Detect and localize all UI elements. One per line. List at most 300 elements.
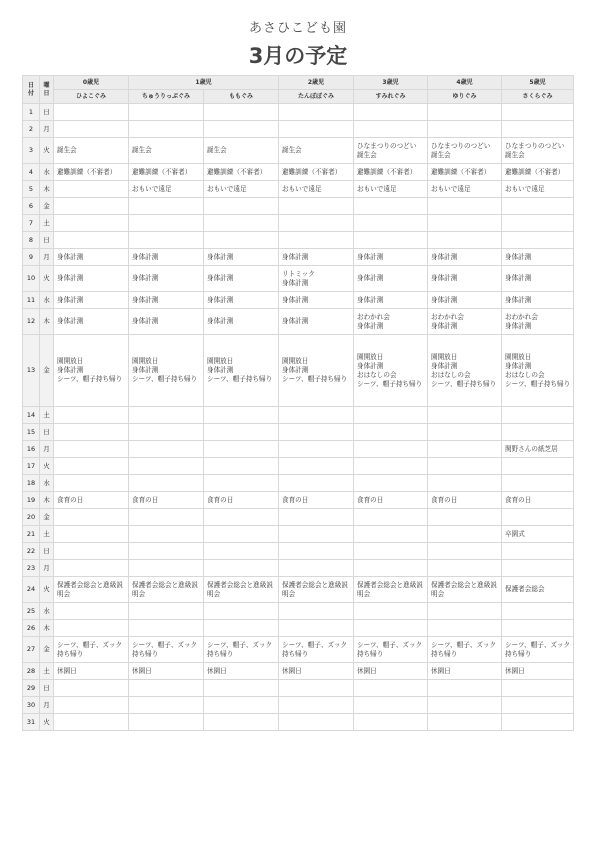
event-cell: 保護者会総会と進級説明会 — [279, 577, 354, 603]
event-cell — [129, 680, 204, 697]
weekday-cell: 月 — [40, 697, 54, 714]
weekday-cell: 火 — [40, 458, 54, 475]
event-cell — [204, 680, 279, 697]
event-cell: 関野さんの紙芝居 — [502, 441, 574, 458]
weekday-cell: 土 — [40, 526, 54, 543]
event-cell — [502, 215, 574, 232]
weekday-cell: 金 — [40, 637, 54, 663]
event-cell — [129, 560, 204, 577]
event-cell: 身体計測 — [129, 249, 204, 266]
event-cell — [502, 603, 574, 620]
event-cell — [129, 714, 204, 731]
event-cell — [502, 458, 574, 475]
event-cell — [279, 543, 354, 560]
date-cell: 5 — [23, 181, 40, 198]
event-cell — [54, 198, 129, 215]
event-cell — [129, 620, 204, 637]
event-cell — [54, 603, 129, 620]
event-cell — [54, 543, 129, 560]
event-cell — [204, 441, 279, 458]
table-row — [23, 232, 574, 249]
event-cell — [428, 458, 502, 475]
event-cell — [204, 475, 279, 492]
event-cell: 身体計測 — [129, 292, 204, 309]
event-cell: シーツ、帽子、ズック持ち帰り — [428, 637, 502, 663]
table-row — [23, 215, 574, 232]
event-cell — [502, 475, 574, 492]
date-cell: 9 — [23, 249, 40, 266]
event-cell: 休園日 — [279, 663, 354, 680]
event-cell: 休園日 — [428, 663, 502, 680]
event-cell: おもいで遠足 — [279, 181, 354, 198]
event-cell — [54, 697, 129, 714]
weekday-cell: 木 — [40, 181, 54, 198]
event-cell: 身体計測 — [354, 266, 428, 292]
event-cell: 身体計測 — [279, 292, 354, 309]
event-cell: 誕生会 — [54, 138, 129, 164]
table-row — [23, 121, 574, 138]
event-cell: 避難訓練（不審者） — [204, 164, 279, 181]
event-cell: 食育の日 — [354, 492, 428, 509]
event-cell: 食育の日 — [54, 492, 129, 509]
table-row — [23, 603, 574, 620]
event-cell — [204, 697, 279, 714]
class-header: さくらぐみ — [502, 90, 574, 104]
event-cell — [279, 441, 354, 458]
event-cell — [354, 215, 428, 232]
event-cell: シーツ、帽子、ズック持ち帰り — [129, 637, 204, 663]
event-cell — [54, 680, 129, 697]
event-cell: 身体計測 — [279, 309, 354, 335]
event-cell: 避難訓練（不審者） — [54, 164, 129, 181]
date-cell: 1 — [23, 104, 40, 121]
event-cell — [279, 714, 354, 731]
date-cell: 10 — [23, 266, 40, 292]
weekday-cell: 月 — [40, 441, 54, 458]
event-cell — [204, 458, 279, 475]
class-header: ひよこぐみ — [54, 90, 129, 104]
event-cell — [54, 509, 129, 526]
table-row — [23, 475, 574, 492]
event-cell — [279, 560, 354, 577]
age-header-0: 0歳児 — [54, 76, 129, 90]
weekday-cell: 日 — [40, 543, 54, 560]
event-cell — [279, 697, 354, 714]
event-cell — [129, 232, 204, 249]
event-cell — [502, 509, 574, 526]
table-row — [23, 104, 574, 121]
date-cell: 7 — [23, 215, 40, 232]
event-cell: 保護者会総会と進級説明会 — [428, 577, 502, 603]
class-header: すみれぐみ — [354, 90, 428, 104]
weekday-cell: 火 — [40, 266, 54, 292]
date-cell: 29 — [23, 680, 40, 697]
event-cell — [428, 475, 502, 492]
event-cell — [279, 680, 354, 697]
weekday-cell: 水 — [40, 475, 54, 492]
date-cell: 23 — [23, 560, 40, 577]
event-cell — [428, 714, 502, 731]
event-cell — [428, 603, 502, 620]
event-cell — [54, 407, 129, 424]
event-cell — [279, 526, 354, 543]
event-cell — [204, 215, 279, 232]
date-cell: 26 — [23, 620, 40, 637]
event-cell: 園開放日 身体計測 シーツ、帽子持ち帰り — [54, 335, 129, 407]
event-cell — [354, 543, 428, 560]
event-cell — [279, 407, 354, 424]
event-cell — [129, 121, 204, 138]
weekday-cell: 木 — [40, 309, 54, 335]
weekday-cell: 金 — [40, 198, 54, 215]
event-cell — [354, 407, 428, 424]
event-cell — [354, 714, 428, 731]
weekday-cell: 水 — [40, 603, 54, 620]
event-cell — [129, 526, 204, 543]
event-cell: シーツ、帽子、ズック持ち帰り — [54, 637, 129, 663]
event-cell: 身体計測 — [129, 309, 204, 335]
event-cell — [204, 560, 279, 577]
weekday-cell: 日 — [40, 104, 54, 121]
event-cell: 誕生会 — [204, 138, 279, 164]
event-cell — [54, 121, 129, 138]
event-cell — [428, 697, 502, 714]
event-cell: 休園日 — [204, 663, 279, 680]
weekday-column-header: 曜 日 — [40, 76, 54, 104]
event-cell — [279, 215, 354, 232]
event-cell — [204, 424, 279, 441]
event-cell — [54, 441, 129, 458]
event-cell: 身体計測 — [204, 292, 279, 309]
event-cell — [502, 697, 574, 714]
event-cell: 誕生会 — [129, 138, 204, 164]
event-cell: 身体計測 — [54, 249, 129, 266]
event-cell — [204, 509, 279, 526]
event-cell — [204, 198, 279, 215]
event-cell — [204, 104, 279, 121]
event-cell: 身体計測 — [428, 249, 502, 266]
page-header — [0, 20, 596, 69]
weekday-cell: 土 — [40, 215, 54, 232]
event-cell — [502, 232, 574, 249]
table-row — [23, 714, 574, 731]
event-cell — [354, 198, 428, 215]
date-cell: 19 — [23, 492, 40, 509]
event-cell — [502, 424, 574, 441]
event-cell — [354, 697, 428, 714]
event-cell — [54, 232, 129, 249]
event-cell: 身体計測 — [502, 292, 574, 309]
date-cell: 8 — [23, 232, 40, 249]
event-cell — [354, 458, 428, 475]
event-cell — [354, 560, 428, 577]
event-cell: 保護者会総会と進級説明会 — [204, 577, 279, 603]
event-cell: 食育の日 — [428, 492, 502, 509]
weekday-cell: 火 — [40, 138, 54, 164]
class-header: ももぐみ — [204, 90, 279, 104]
event-cell: 身体計測 — [502, 266, 574, 292]
event-cell — [279, 104, 354, 121]
event-cell — [54, 475, 129, 492]
date-cell: 21 — [23, 526, 40, 543]
event-cell: ひなまつりのつどい 誕生会 — [354, 138, 428, 164]
event-cell: 休園日 — [502, 663, 574, 680]
event-cell: 避難訓練（不審者） — [354, 164, 428, 181]
event-cell: 休園日 — [54, 663, 129, 680]
age-header-3: 3歳児 — [354, 76, 428, 90]
table-row — [23, 492, 574, 509]
age-header-1: 1歳児 — [129, 76, 279, 90]
date-cell: 17 — [23, 458, 40, 475]
event-cell: 保護者会総会と進級説明会 — [54, 577, 129, 603]
event-cell — [502, 543, 574, 560]
event-cell: 身体計測 — [279, 249, 354, 266]
table-row — [23, 509, 574, 526]
event-cell — [54, 620, 129, 637]
weekday-cell: 金 — [40, 335, 54, 407]
table-row — [23, 637, 574, 663]
weekday-cell: 火 — [40, 714, 54, 731]
event-cell — [204, 121, 279, 138]
date-cell: 30 — [23, 697, 40, 714]
schedule-table — [22, 75, 574, 731]
event-cell — [428, 121, 502, 138]
table-row — [23, 198, 574, 215]
event-cell: 身体計測 — [54, 309, 129, 335]
event-cell — [428, 215, 502, 232]
event-cell — [502, 407, 574, 424]
weekday-cell: 日 — [40, 680, 54, 697]
date-cell: 20 — [23, 509, 40, 526]
event-cell: 避難訓練（不審者） — [428, 164, 502, 181]
event-cell — [204, 407, 279, 424]
event-cell: シーツ、帽子、ズック持ち帰り — [279, 637, 354, 663]
event-cell: 園開放日 身体計測 おはなしの会 シーツ、帽子持ち帰り — [354, 335, 428, 407]
class-header: たんぽぽぐみ — [279, 90, 354, 104]
event-cell — [428, 620, 502, 637]
event-cell — [204, 543, 279, 560]
date-cell: 11 — [23, 292, 40, 309]
date-cell: 4 — [23, 164, 40, 181]
event-cell: 保護者会総会 — [502, 577, 574, 603]
date-cell: 28 — [23, 663, 40, 680]
event-cell: 保護者会総会と進級説明会 — [129, 577, 204, 603]
event-cell — [54, 458, 129, 475]
event-cell: 園開放日 身体計測 シーツ、帽子持ち帰り — [129, 335, 204, 407]
event-cell: シーツ、帽子、ズック持ち帰り — [204, 637, 279, 663]
table-row — [23, 441, 574, 458]
weekday-cell: 金 — [40, 509, 54, 526]
table-row — [23, 697, 574, 714]
event-cell: 避難訓練（不審者） — [279, 164, 354, 181]
date-cell: 6 — [23, 198, 40, 215]
event-cell — [129, 215, 204, 232]
event-cell — [502, 560, 574, 577]
event-cell — [54, 526, 129, 543]
date-cell: 15 — [23, 424, 40, 441]
event-cell — [129, 543, 204, 560]
event-cell: 身体計測 — [204, 266, 279, 292]
date-cell: 18 — [23, 475, 40, 492]
table-row — [23, 309, 574, 335]
event-cell: 食育の日 — [502, 492, 574, 509]
table-row — [23, 424, 574, 441]
weekday-cell: 土 — [40, 407, 54, 424]
event-cell — [354, 424, 428, 441]
event-cell: 身体計測 — [428, 266, 502, 292]
table-row — [23, 560, 574, 577]
event-cell — [354, 620, 428, 637]
event-cell — [129, 441, 204, 458]
table-row — [23, 164, 574, 181]
event-cell: おもいで遠足 — [354, 181, 428, 198]
date-cell: 16 — [23, 441, 40, 458]
date-cell: 14 — [23, 407, 40, 424]
event-cell — [54, 560, 129, 577]
event-cell — [354, 680, 428, 697]
table-row — [23, 577, 574, 603]
table-row — [23, 335, 574, 407]
event-cell — [54, 104, 129, 121]
event-cell — [354, 603, 428, 620]
event-cell — [354, 526, 428, 543]
event-cell: 身体計測 — [204, 249, 279, 266]
event-cell: おもいで遠足 — [502, 181, 574, 198]
date-cell: 24 — [23, 577, 40, 603]
event-cell — [428, 509, 502, 526]
table-row — [23, 680, 574, 697]
event-cell: 身体計測 — [428, 292, 502, 309]
event-cell: おわかれ会 身体計測 — [354, 309, 428, 335]
event-cell: おわかれ会 身体計測 — [428, 309, 502, 335]
event-cell: 保護者会総会と進級説明会 — [354, 577, 428, 603]
event-cell: ひなまつりのつどい 誕生会 — [502, 138, 574, 164]
weekday-cell: 木 — [40, 620, 54, 637]
header-row-ages — [23, 76, 574, 90]
header-row-classes — [23, 90, 574, 104]
event-cell — [204, 714, 279, 731]
event-cell — [129, 407, 204, 424]
date-cell: 27 — [23, 637, 40, 663]
event-cell — [428, 543, 502, 560]
event-cell: 食育の日 — [129, 492, 204, 509]
event-cell: 身体計測 — [54, 266, 129, 292]
date-cell: 22 — [23, 543, 40, 560]
table-row — [23, 138, 574, 164]
event-cell — [354, 121, 428, 138]
event-cell — [279, 509, 354, 526]
date-cell: 12 — [23, 309, 40, 335]
event-cell — [129, 104, 204, 121]
table-row — [23, 458, 574, 475]
event-cell — [502, 714, 574, 731]
event-cell — [354, 104, 428, 121]
event-cell — [428, 407, 502, 424]
event-cell — [428, 232, 502, 249]
event-cell — [502, 104, 574, 121]
event-cell — [502, 620, 574, 637]
event-cell: 身体計測 — [354, 249, 428, 266]
event-cell: 園開放日 身体計測 おはなしの会 シーツ、帽子持ち帰り — [428, 335, 502, 407]
event-cell: 避難訓練（不審者） — [129, 164, 204, 181]
event-cell — [129, 458, 204, 475]
event-cell — [428, 560, 502, 577]
event-cell: 身体計測 — [129, 266, 204, 292]
event-cell: 身体計測 — [502, 249, 574, 266]
event-cell — [204, 620, 279, 637]
event-cell: ひなまつりのつどい 誕生会 — [428, 138, 502, 164]
event-cell — [54, 181, 129, 198]
table-row — [23, 526, 574, 543]
event-cell — [502, 198, 574, 215]
event-cell: 誕生会 — [279, 138, 354, 164]
weekday-cell: 月 — [40, 249, 54, 266]
table-row — [23, 620, 574, 637]
event-cell — [279, 620, 354, 637]
weekday-cell: 月 — [40, 560, 54, 577]
table-row — [23, 663, 574, 680]
table-row — [23, 249, 574, 266]
table-row — [23, 407, 574, 424]
event-cell: リトミック 身体計測 — [279, 266, 354, 292]
event-cell — [279, 475, 354, 492]
weekday-cell: 木 — [40, 492, 54, 509]
event-cell: 園開放日 身体計測 シーツ、帽子持ち帰り — [204, 335, 279, 407]
event-cell — [129, 198, 204, 215]
table-row — [23, 266, 574, 292]
weekday-cell: 火 — [40, 577, 54, 603]
event-cell: 食育の日 — [204, 492, 279, 509]
event-cell — [204, 526, 279, 543]
event-cell — [204, 603, 279, 620]
schedule-body — [23, 104, 574, 731]
event-cell: おもいで遠足 — [204, 181, 279, 198]
event-cell — [129, 424, 204, 441]
event-cell: シーツ、帽子、ズック持ち帰り — [354, 637, 428, 663]
event-cell — [279, 603, 354, 620]
event-cell: 身体計測 — [204, 309, 279, 335]
event-cell — [428, 680, 502, 697]
event-cell — [502, 680, 574, 697]
date-column-header: 日 付 — [23, 76, 40, 104]
weekday-cell: 水 — [40, 164, 54, 181]
event-cell — [428, 526, 502, 543]
age-header-5: 5歳児 — [502, 76, 574, 90]
event-cell: 休園日 — [129, 663, 204, 680]
event-cell — [54, 714, 129, 731]
age-header-4: 4歳児 — [428, 76, 502, 90]
event-cell — [54, 215, 129, 232]
class-header: ゆりぐみ — [428, 90, 502, 104]
date-cell: 25 — [23, 603, 40, 620]
event-cell — [428, 441, 502, 458]
event-cell — [129, 697, 204, 714]
weekday-cell: 土 — [40, 663, 54, 680]
weekday-cell: 水 — [40, 292, 54, 309]
event-cell: 休園日 — [354, 663, 428, 680]
table-row — [23, 292, 574, 309]
event-cell: 園開放日 身体計測 シーツ、帽子持ち帰り — [279, 335, 354, 407]
event-cell — [54, 424, 129, 441]
event-cell: 身体計測 — [354, 292, 428, 309]
event-cell: 食育の日 — [279, 492, 354, 509]
age-header-2: 2歳児 — [279, 76, 354, 90]
event-cell: おもいで遠足 — [129, 181, 204, 198]
weekday-cell: 日 — [40, 232, 54, 249]
table-row — [23, 543, 574, 560]
event-cell — [129, 475, 204, 492]
event-cell — [502, 121, 574, 138]
